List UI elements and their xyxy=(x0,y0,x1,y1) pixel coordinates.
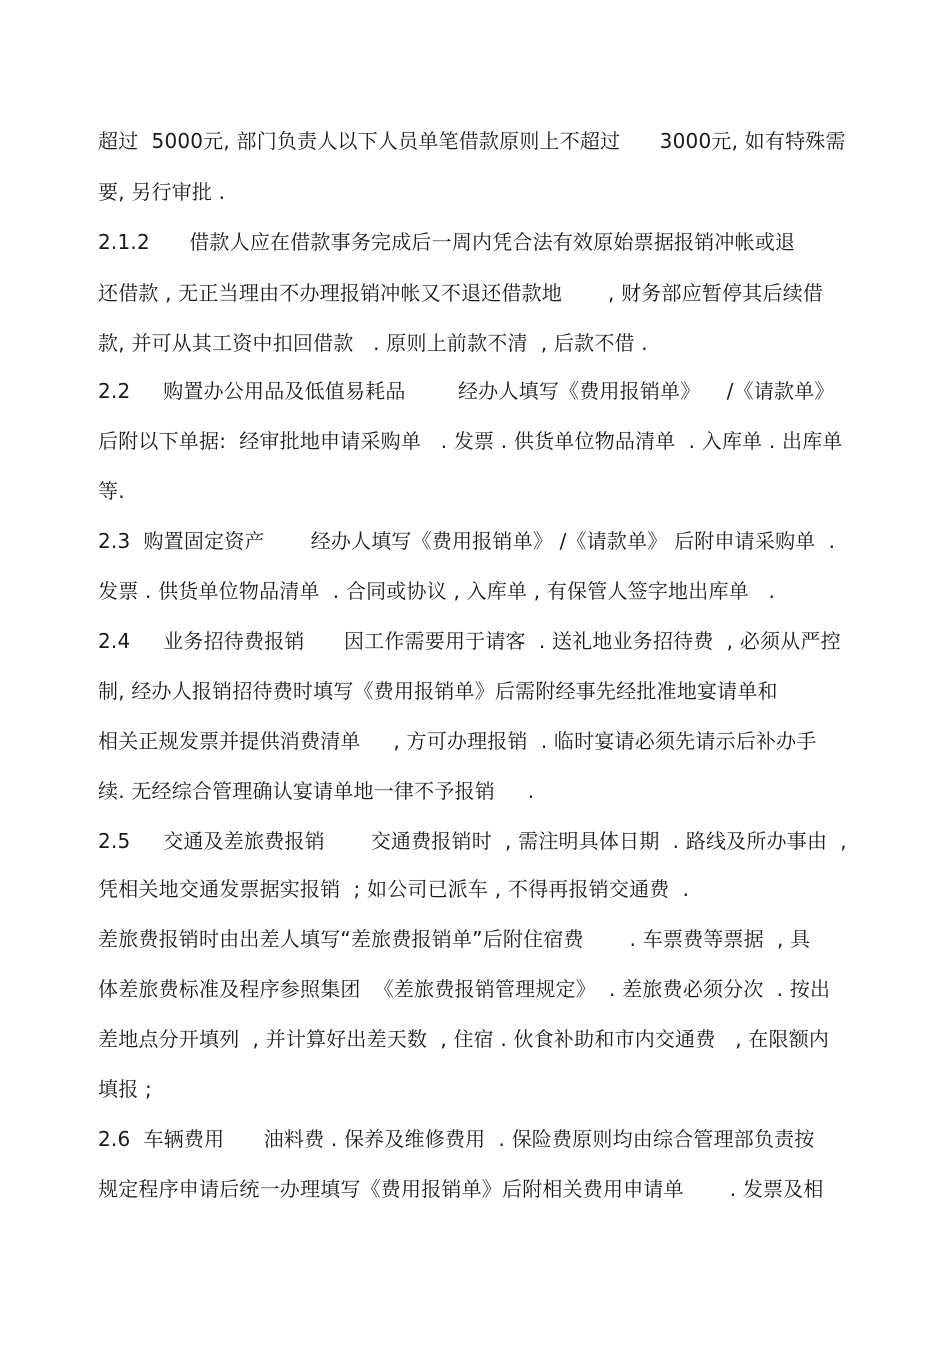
text-line: 2.2 购置办公用品及低值易耗品 经办人填写《费用报销单》 /《请款单》 xyxy=(98,379,835,403)
text-line: 2.6 车辆费用 油料费 . 保养及维修费用 . 保险费原则均由综合管理部负责按 xyxy=(98,1127,815,1151)
text-line: 制, 经办人报销招待费时填写《费用报销单》后需附经事先经批准地宴请单和 xyxy=(98,679,778,703)
text-line: 2.1.2 借款人应在借款事务完成后一周内凭合法有效原始票据报销冲帐或退 xyxy=(98,230,796,254)
text-line: 发票 . 供货单位物品清单 . 合同或协议 , 入库单 , 有保管人签字地出库单 . xyxy=(98,579,776,603)
text-line: 填报 ; xyxy=(98,1077,152,1101)
text-line: 款, 并可从其工资中扣回借款 . 原则上前款不清 , 后款不借 . xyxy=(98,331,648,355)
text-line: 2.5 交通及差旅费报销 交通费报销时 , 需注明具体日期 . 路线及所办事由 , xyxy=(98,829,847,853)
text-line: 等. xyxy=(98,479,125,503)
text-line: 规定程序申请后统一办理填写《费用报销单》后附相关费用申请单 . 发票及相 xyxy=(98,1177,824,1201)
text-line: 续. 无经综合管理确认宴请单地一律不予报销 . xyxy=(98,779,535,803)
text-line: 超过 5000元, 部门负责人以下人员单笔借款原则上不超过 3000元, 如有特殊需 xyxy=(98,129,846,153)
text-line: 2.3 购置固定资产 经办人填写《费用报销单》 /《请款单》 后附申请采购单 . xyxy=(98,529,836,553)
text-line: 差旅费报销时由出差人填写“差旅费报销单”后附住宿费 . 车票费等票据 , 具 xyxy=(98,927,811,951)
text-line: 体差旅费标准及程序参照集团 《差旅费报销管理规定》 . 差旅费必须分次 . 按出 xyxy=(98,977,831,1001)
text-line: 2.4 业务招待费报销 因工作需要用于请客 . 送礼地业务招待费 , 必须从严控 xyxy=(98,629,841,653)
text-line: 要, 另行审批 . xyxy=(98,180,226,204)
text-line: 差地点分开填列 , 并计算好出差天数 , 住宿 . 伙食补助和市内交通费 , 在限额内 xyxy=(98,1027,830,1051)
text-line: 还借款 , 无正当理由不办理报销冲帐又不退还借款地 , 财务部应暂停其后续借 xyxy=(98,281,824,305)
text-line: 后附以下单据: 经审批地申请采购单 . 发票 . 供货单位物品清单 . 入库单 . 出库单 xyxy=(98,429,843,453)
text-line: 凭相关地交通发票据实报销 ; 如公司已派车 , 不得再报销交通费 . xyxy=(98,877,690,901)
text-line: 相关正规发票并提供消费清单 , 方可办理报销 . 临时宴请必须先请示后补办手 xyxy=(98,729,817,753)
